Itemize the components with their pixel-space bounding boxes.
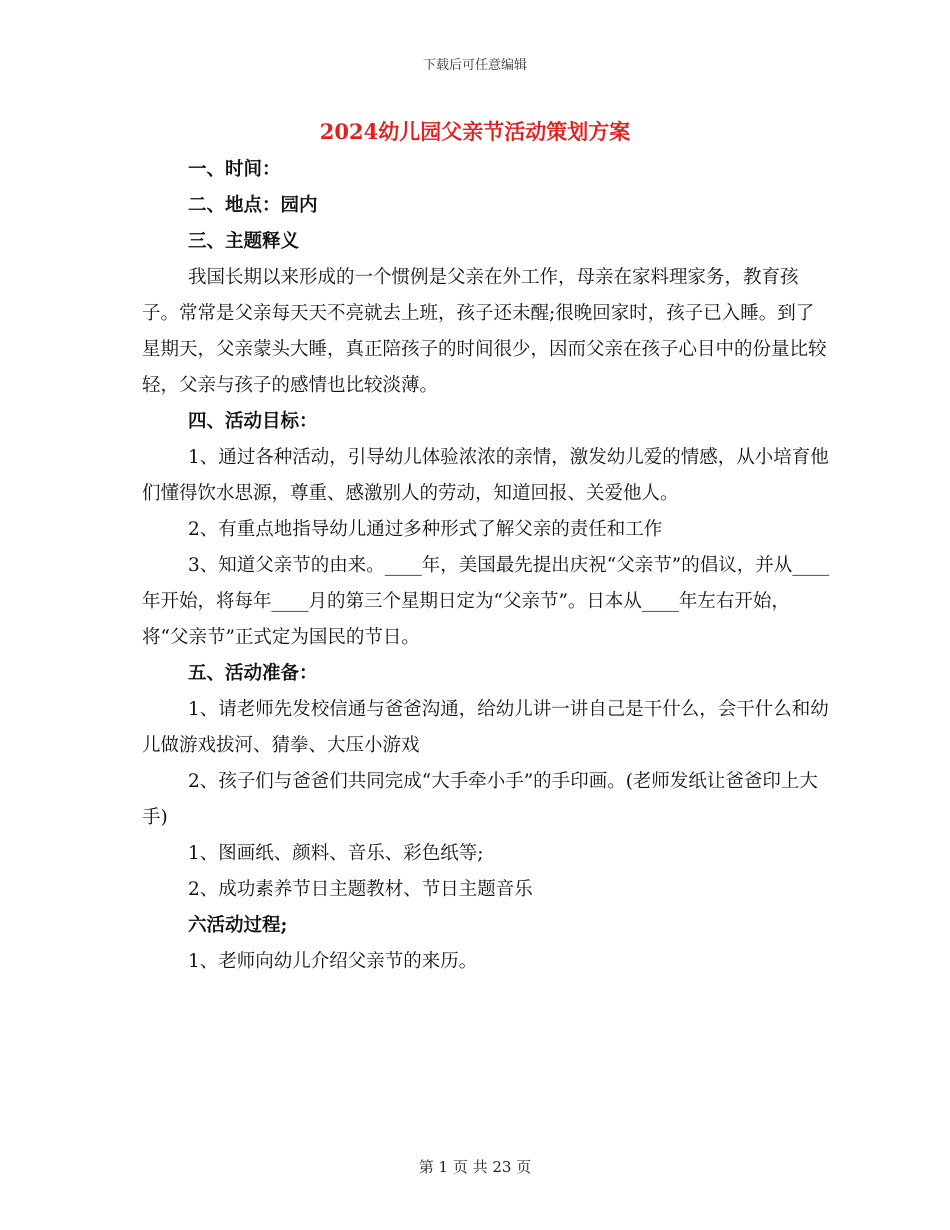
materials-item-1: 1、图画纸、颜料、音乐、彩色纸等;	[188, 843, 484, 864]
section-heading-process: 六活动过程;	[188, 915, 288, 936]
section-heading-time: 一、时间：	[188, 159, 281, 180]
goal-item-3: 3、知道父亲节的由来。____年，美国最先提出庆祝“父亲节”的倡议，并从____年开始，将每年____月的第三个星期日定为“父亲节”。日本从____年左右开始，将“父亲节”正式定为国民的节日。	[142, 555, 830, 648]
page-header: 下载后可任意编辑	[422, 58, 527, 73]
process-item-1: 1、老师向幼儿介绍父亲节的来历。	[188, 951, 478, 972]
goal-item-2: 2、有重点地指导幼儿通过多种形式了解父亲的责任和工作	[188, 519, 663, 540]
section-heading-preparation: 五、活动准备：	[188, 663, 318, 684]
theme-paragraph: 我国长期以来形成的一个惯例是父亲在外工作，母亲在家料理家务，教育孩子。常常是父亲每天天不亮就去上班，孩子还未醒;很晚回家时，孩子已入睡。到了星期天，父亲蒙头大睡，真正陪孩子的时间很少，因而父亲在孩子心目中的份量比较轻，父亲与孩子的感情也比较淡薄。	[142, 267, 827, 396]
materials-item-2: 2、成功素养节日主题教材、节日主题音乐	[188, 879, 533, 900]
document-title: 2024幼儿园父亲节活动策划方案	[319, 119, 631, 144]
prep-item-2: 2、孩子们与爸爸们共同完成“大手牵小手”的手印画。(老师发纸让爸爸印上大手)	[142, 771, 818, 828]
section-heading-goals: 四、活动目标：	[188, 411, 318, 432]
document-body	[142, 152, 832, 980]
goal-item-1: 1、通过各种活动，引导幼儿体验浓浓的亲情，激发幼儿爱的情感，从小培育他们懂得饮水思源，尊重、感激别人的劳动，知道回报、关爱他人。	[142, 447, 829, 504]
section-heading-theme: 三、主题释义	[188, 231, 300, 252]
page-footer: 第 1 页 共 23 页	[418, 1158, 532, 1176]
prep-item-1: 1、请老师先发校信通与爸爸沟通，给幼儿讲一讲自己是干什么，会干什么和幼儿做游戏拔河、猜拳、大压小游戏	[142, 699, 829, 756]
section-heading-location: 二、地点：园内	[188, 195, 318, 216]
